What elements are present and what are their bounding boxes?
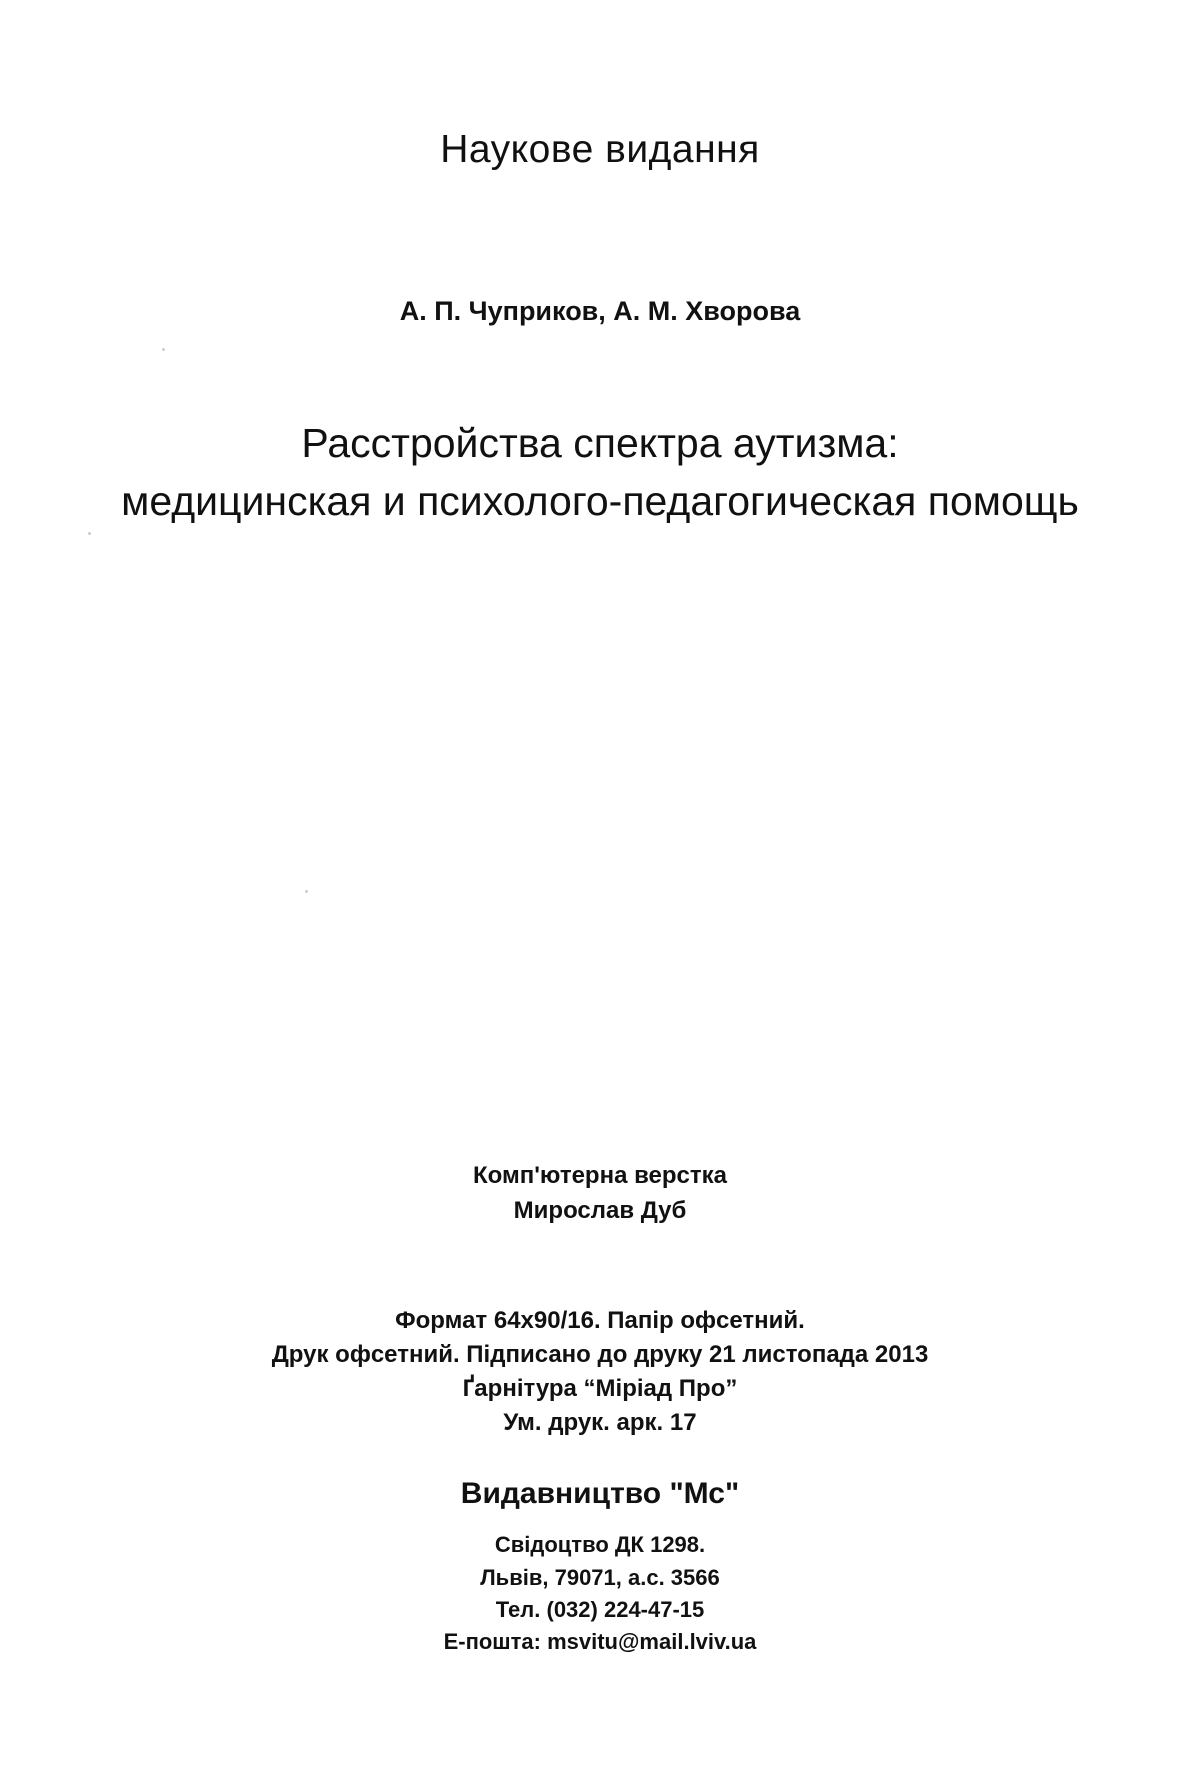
scan-speck [88, 532, 91, 535]
spec-format: Формат 64x90/16. Папір офсетний. [395, 1307, 805, 1334]
publisher-phone: Тел. (032) 224-47-15 [495, 1597, 705, 1622]
publisher-name: Видавництво "Мс" [460, 1477, 740, 1510]
layout-credit-name: Мирослав Дуб [513, 1197, 687, 1224]
publisher-email: E-пошта: msvitu@mail.lviv.ua [443, 1629, 757, 1654]
series-label: Наукове видання [440, 128, 760, 171]
publisher-certificate: Свідоцтво ДК 1298. [494, 1532, 706, 1557]
spec-typeface: Ґарнітура “Міріад Про” [462, 1375, 738, 1402]
scan-speck [162, 348, 165, 351]
book-title-line-2: медицинская и психолого-педагогическая помощь [121, 478, 1079, 524]
spec-print: Друк офсетний. Підписано до друку 21 листопада 2013 [271, 1341, 929, 1368]
scan-speck [305, 890, 308, 893]
spec-sheets: Ум. друк. арк. 17 [503, 1409, 697, 1436]
book-title-line-1: Расстройства спектра аутизма: [301, 420, 899, 466]
authors: А. П. Чуприков, А. М. Хворова [399, 296, 801, 326]
layout-credit-role: Комп'ютерна верстка [472, 1162, 728, 1189]
publisher-address: Львів, 79071, а.с. 3566 [480, 1565, 720, 1590]
